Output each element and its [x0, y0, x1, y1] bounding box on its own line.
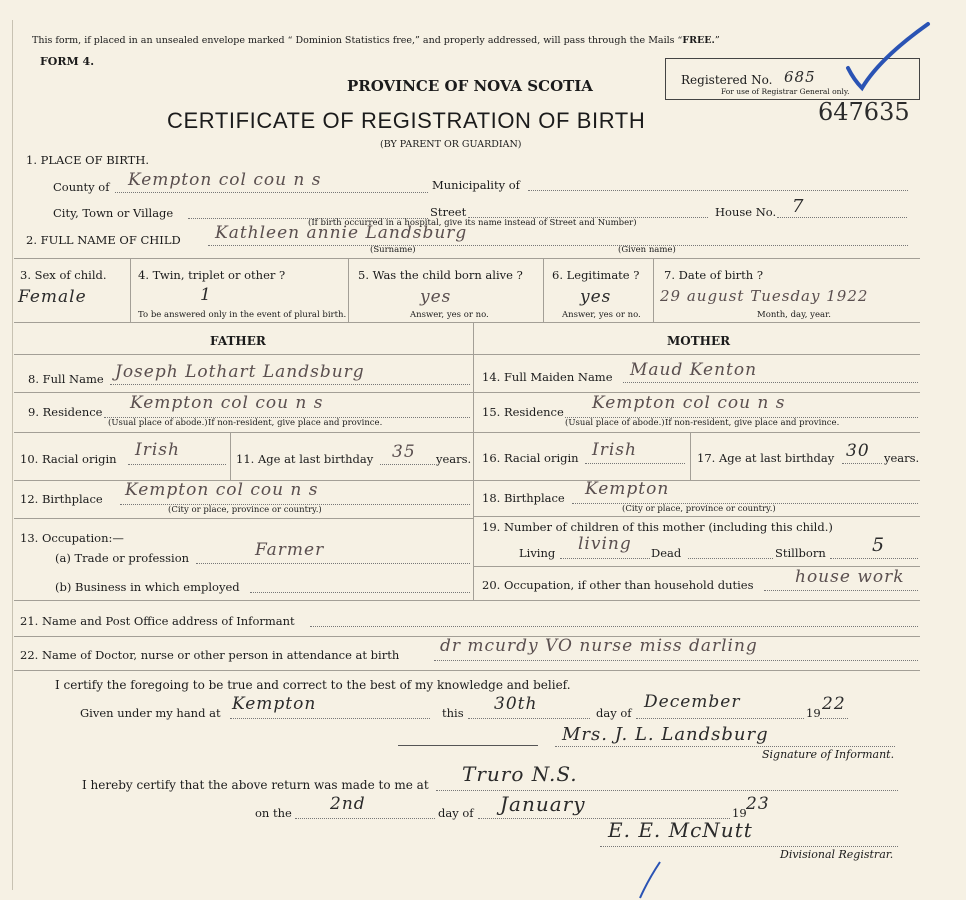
- given-place-line: [230, 718, 430, 719]
- attendant-label: 22. Name of Doctor, nurse or other person in attendance at birth: [20, 648, 400, 662]
- informant-caption: Signature of Informant.: [762, 748, 895, 761]
- mother-residence-note-a: (Usual place of abode.): [565, 418, 665, 428]
- mother-living-value: living: [578, 534, 632, 554]
- mail-notice: This form, if placed in an unsealed envelope marked “ Dominion Statistics free,” and properly addressed, will pass through the Mails “FREE.”: [32, 35, 720, 46]
- father-residence-label: 9. Residence: [28, 405, 103, 419]
- mother-residence-label: 15. Residence: [482, 405, 564, 419]
- registration-note: For use of Registrar General only.: [721, 87, 850, 96]
- dob-value: 29 august Tuesday 1922: [660, 287, 869, 305]
- father-racial-line: [128, 464, 226, 465]
- registrar-signature: E. E. McNutt: [608, 818, 753, 842]
- father-heading: FATHER: [210, 334, 266, 348]
- house-line: [777, 217, 907, 218]
- mother-living-line: [560, 558, 650, 559]
- registrar-place-value: Truro N.S.: [462, 762, 578, 786]
- given-name-note: (Given name): [618, 245, 676, 255]
- grid-row3-bottom: [14, 322, 920, 323]
- sex-value: Female: [18, 287, 87, 307]
- informant-label: 21. Name and Post Office address of Informant: [20, 614, 295, 628]
- mother-racial-label: 16. Racial origin: [482, 451, 579, 465]
- father-racial-label: 10. Racial origin: [20, 452, 117, 466]
- registrar-signature-line: [600, 846, 898, 847]
- mother-birthplace-value: Kempton: [585, 479, 670, 499]
- county-value: Kempton col cou n s: [128, 170, 322, 190]
- registration-number: 685: [784, 68, 816, 86]
- father-age-unit: years.: [436, 452, 472, 466]
- county-label: County of: [53, 180, 110, 194]
- given-day-line: [468, 718, 590, 719]
- twin-value: 1: [200, 285, 212, 305]
- mother-age-label: 17. Age at last birthday: [697, 451, 835, 465]
- given-month-line: [636, 718, 804, 719]
- legitimate-note: Answer, yes or no.: [562, 310, 641, 320]
- mother-birthplace-label: 18. Birthplace: [482, 491, 565, 505]
- section22-bottom: [14, 670, 920, 671]
- day-of-label: day of: [596, 706, 632, 720]
- grid-divider-1: [130, 258, 131, 322]
- father-name-label: 8. Full Name: [28, 372, 104, 386]
- registrar-day-of-label: day of: [438, 806, 474, 820]
- mother-name-label: 14. Full Maiden Name: [482, 370, 613, 384]
- father-residence-bottom: [14, 432, 473, 433]
- mother-age-value: 30: [846, 441, 870, 461]
- mother-residence-value: Kempton col cou n s: [592, 393, 786, 413]
- child-name-value: Kathleen annie Landsburg: [215, 223, 468, 243]
- child-name-label: 2. FULL NAME OF CHILD: [26, 233, 181, 247]
- house-value: 7: [792, 196, 805, 217]
- pen-stroke-icon: [630, 860, 670, 900]
- alive-value: yes: [420, 287, 452, 307]
- province-heading: PROVINCE OF NOVA SCOTIA: [347, 77, 593, 95]
- checkmark-icon: [840, 18, 935, 98]
- mother-residence-note-b: If non-resident, give place and province.: [665, 418, 840, 428]
- municipality-line: [528, 190, 908, 191]
- child-name-line: [208, 245, 908, 246]
- mother-heading: MOTHER: [667, 334, 731, 348]
- mother-residence-bottom: [473, 432, 920, 433]
- alive-label: 5. Was the child born alive ?: [358, 268, 523, 282]
- mother-racial-bottom: [473, 480, 920, 481]
- father-age-label: 11. Age at last birthday: [236, 452, 374, 466]
- registrar-place-line: [436, 790, 898, 791]
- legitimate-label: 6. Legitimate ?: [552, 268, 640, 282]
- this-label: this: [442, 706, 464, 720]
- informant-signature-line: [398, 745, 538, 746]
- grid-divider-2: [348, 258, 349, 322]
- municipality-label: Municipality of: [432, 178, 520, 192]
- mother-living-label: Living: [519, 546, 556, 560]
- father-residence-note-b: If non-resident, give place and province.: [208, 418, 383, 428]
- father-name-value: Joseph Lothart Landsburg: [115, 362, 365, 382]
- registrar-year-value: 23: [746, 794, 770, 814]
- given-label: Given under my hand at: [80, 706, 221, 720]
- father-residence-note-a: (Usual place of abode.): [108, 418, 208, 428]
- father-age-line: [380, 464, 435, 465]
- mother-dead-line: [688, 558, 773, 559]
- father-age-divider: [230, 432, 231, 480]
- parents-heading-line: [14, 354, 920, 355]
- mother-racial-value: Irish: [592, 440, 637, 460]
- mother-dead-label: Dead: [651, 546, 682, 560]
- father-trade-line: [196, 563, 470, 564]
- mother-racial-line: [585, 463, 685, 464]
- registrar-day-value: 2nd: [330, 794, 366, 814]
- mother-stillborn-value: 5: [872, 534, 886, 556]
- given-year-value: 22: [822, 694, 846, 714]
- grid-top-line: [14, 258, 920, 259]
- mother-name-line: [623, 382, 918, 383]
- grid-divider-3: [543, 258, 544, 322]
- registrar-caption: Divisional Registrar.: [780, 848, 894, 861]
- father-occupation-label: 13. Occupation:—: [20, 531, 124, 545]
- registrar-month-value: January: [500, 792, 586, 816]
- mother-occupation-value: house work: [795, 567, 905, 587]
- parents-divider: [473, 322, 474, 600]
- city-label: City, Town or Village: [53, 206, 174, 220]
- father-trade-label: (a) Trade or profession: [55, 551, 190, 565]
- mother-age-line: [842, 463, 882, 464]
- father-residence-value: Kempton col cou n s: [130, 393, 324, 413]
- form-number: FORM 4.: [40, 55, 95, 68]
- registrar-on-the-label: on the: [255, 806, 292, 820]
- father-trade-value: Farmer: [255, 540, 325, 560]
- given-place-value: Kempton: [232, 694, 317, 714]
- given-year-line: [820, 718, 848, 719]
- county-line: [115, 192, 428, 193]
- mother-birthplace-note: (City or place, province or country.): [622, 504, 776, 514]
- margin-line: [12, 20, 13, 890]
- dob-label: 7. Date of birth ?: [664, 268, 764, 282]
- father-birthplace-note: (City or place, province or country.): [168, 505, 322, 515]
- father-birthplace-label: 12. Birthplace: [20, 492, 103, 506]
- father-name-line: [110, 384, 470, 385]
- place-of-birth-heading: 1. PLACE OF BIRTH.: [26, 153, 150, 167]
- father-business-label: (b) Business in which employed: [55, 580, 240, 594]
- stamp-number: 647635: [818, 98, 910, 126]
- given-month-value: December: [644, 692, 741, 712]
- father-birthplace-value: Kempton col cou n s: [125, 480, 319, 500]
- registration-label: Registered No.: [681, 73, 773, 87]
- surname-note: (Surname): [370, 245, 416, 255]
- mother-birthplace-bottom: [473, 516, 920, 517]
- father-age-value: 35: [392, 442, 416, 462]
- house-label: House No.: [715, 205, 777, 219]
- mother-occupation-label: 20. Occupation, if other than household duties: [482, 578, 754, 592]
- certify-statement: I certify the foregoing to be true and correct to the best of my knowledge and belief.: [55, 678, 571, 692]
- mother-stillborn-label: Stillborn: [775, 546, 826, 560]
- twin-label: 4. Twin, triplet or other ?: [138, 268, 286, 282]
- mother-age-unit: years.: [884, 451, 920, 465]
- registrar-statement: I hereby certify that the above return was made to me at: [82, 778, 429, 792]
- sex-label: 3. Sex of child.: [20, 268, 107, 282]
- registrar-day-line: [295, 818, 435, 819]
- mother-name-value: Maud Kenton: [630, 360, 758, 380]
- father-birthplace-bottom: [14, 518, 473, 519]
- given-year-prefix: 19: [806, 706, 821, 720]
- informant-line: [310, 626, 918, 627]
- page-subtitle: (BY PARENT OR GUARDIAN): [380, 139, 522, 150]
- dob-note: Month, day, year.: [757, 310, 831, 320]
- legitimate-value: yes: [580, 287, 612, 307]
- grid-divider-4: [653, 258, 654, 322]
- informant-signature: Mrs. J. L. Landsburg: [562, 724, 769, 745]
- informant-signature-dots: [555, 746, 895, 747]
- twin-note: To be answered only in the event of plural birth.: [138, 310, 347, 320]
- registrar-year-prefix: 19: [732, 806, 747, 820]
- mother-age-divider: [690, 432, 691, 480]
- mother-stillborn-line: [830, 558, 918, 559]
- attendant-value: dr mcurdy VO nurse miss darling: [440, 636, 758, 656]
- street-label: Street: [430, 205, 467, 219]
- page-title: CERTIFICATE OF REGISTRATION OF BIRTH: [167, 108, 646, 133]
- attendant-line: [434, 660, 918, 661]
- father-racial-value: Irish: [135, 440, 180, 460]
- section21-top: [14, 600, 920, 601]
- alive-note: Answer, yes or no.: [410, 310, 489, 320]
- hospital-note: (If birth occurred in a hospital, give its name instead of Street and Number): [308, 218, 637, 228]
- mother-occupation-line: [764, 590, 918, 591]
- mother-children-label: 19. Number of children of this mother (including this child.): [482, 520, 833, 534]
- given-day-value: 30th: [494, 694, 538, 714]
- father-business-line: [250, 592, 470, 593]
